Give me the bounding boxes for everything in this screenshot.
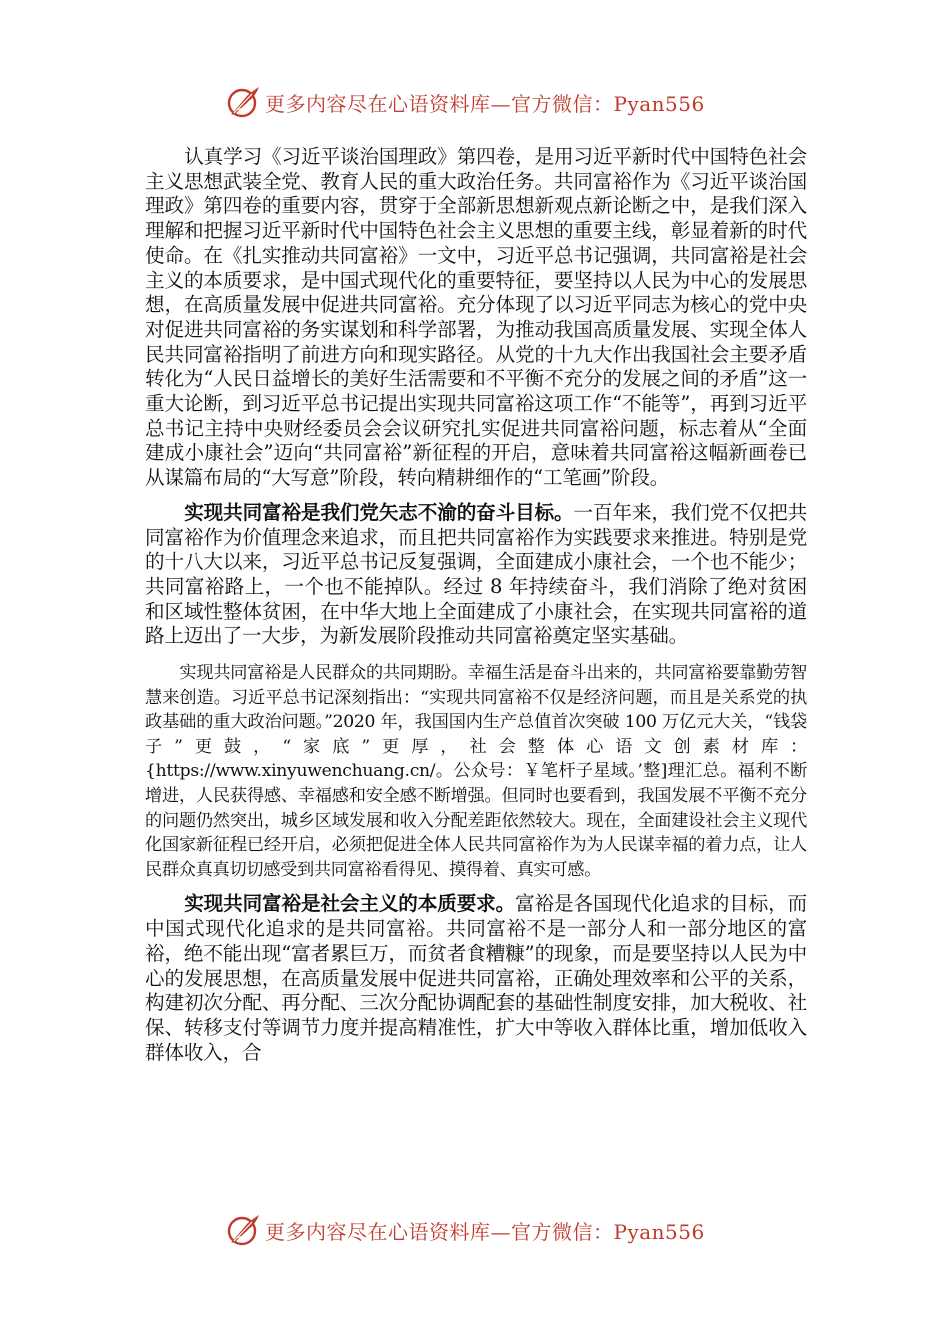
paragraph-essence-heading: 实现共同富裕是社会主义的本质要求。	[184, 892, 516, 916]
paragraph-goal-text: 一百年来，我们党不仅把共同富裕作为价值理念来追求，而且把共同富裕作为实践要求来推进。特别是党的十八大以来，习近平总书记反复强调，全面建成小康社会，一个也不能少；共同富裕路上，一个也不能掉队。经过 8 年持续奋斗，我们消除了绝对贫困和区域性整体贫困，在中华大地上全面建成了小康社会，在实现共同富裕的道路上迈出了一大步，为新发展阶段推动共同富裕奠定坚实基础。	[145, 500, 807, 648]
paragraph-essence	[145, 892, 807, 1065]
paragraph-expectation-text: 实现共同富裕是人民群众的共同期盼。幸福生活是奋斗出来的，共同富裕要靠勤劳智慧来创造。习近平总书记深刻指出：“实现共同富裕不仅是经济问题，而且是关系党的执政基础的重大政治问题。”2020 年，我国国内生产总值首次突破 100 万亿元大关，“钱袋子”更鼓，“家底”更厚，社会整体心语文创素材库：{https://www.xinyuwenchuang.cn/。公众号：￥笔杆子星域。’整]理汇总。福利不断增进，人民获得感、幸福感和安全感不断增强。但同时也要看到，我国发展不平衡不充分的问题仍然突出，城乡区域发展和收入分配差距依然较大。现在，全面建设社会主义现代化国家新征程已经开启，必须把促进全体人民共同富裕作为为人民谋幸福的着力点，让人民群众真真切切感受到共同富裕看得见、摸得着、真实可感。	[145, 663, 807, 880]
header-banner	[225, 82, 745, 122]
paragraph-goal	[145, 501, 807, 649]
footer-banner-text: 更多内容尽在心语资料库—官方微信：Pyan556	[265, 1219, 705, 1244]
footer-banner	[225, 1210, 745, 1250]
paragraph-essence-text: 富裕是各国现代化追求的目标，而中国式现代化追求的是共同富裕。共同富裕不是一部分人和一部分地区的富裕，绝不能出现“富者累巨万，而贫者食糟糠”的现象，而是要坚持以人民为中心的发展思想，在高质量发展中促进共同富裕，正确处理效率和公平的关系，构建初次分配、再分配、三次分配协调配套的基础性制度安排，加大税收、社保、转移支付等调节力度并提高精准性，扩大中等收入群体比重，增加低收入群体收入，合	[145, 892, 807, 1064]
article-body	[145, 145, 807, 1065]
quill-logo-icon	[225, 1212, 261, 1248]
paragraph-goal-heading: 实现共同富裕是我们党矢志不渝的奋斗目标。	[184, 500, 574, 524]
paragraph-intro	[145, 145, 807, 491]
quill-logo-icon	[225, 84, 261, 120]
paragraph-expectation	[145, 661, 807, 882]
header-banner-text: 更多内容尽在心语资料库—官方微信：Pyan556	[265, 91, 705, 116]
paragraph-intro-text: 认真学习《习近平谈治国理政》第四卷，是用习近平新时代中国特色社会主义思想武装全党、教育人民的重大政治任务。共同富裕作为《习近平谈治国理政》第四卷的重要内容，贯穿于全部新思想新观点新论断之中，是我们深入理解和把握习近平新时代中国特色社会主义思想的重要主线，彰显着新的时代使命。在《扎实推动共同富裕》一文中，习近平总书记强调，共同富裕是社会主义的本质要求，是中国式现代化的重要特征，要坚持以人民为中心的发展思想，在高质量发展中促进共同富裕。充分体现了以习近平同志为核心的党中央对促进共同富裕的务实谋划和科学部署，为推动我国高质量发展、实现全体人民共同富裕指明了前进方向和现实路径。从党的十九大作出我国社会主要矛盾转化为“人民日益增长的美好生活需要和不平衡不充分的发展之间的矛盾”这一重大论断，到习近平总书记提出实现共同富裕这项工作“不能等”，再到习近平总书记主持中央财经委员会会议研究扎实促进共同富裕问题，标志着从“全面建成小康社会”迈向“共同富裕”新征程的开启，意味着共同富裕这幅新画卷已从谋篇布局的“大写意”阶段，转向精耕细作的“工笔画”阶段。	[145, 145, 807, 490]
